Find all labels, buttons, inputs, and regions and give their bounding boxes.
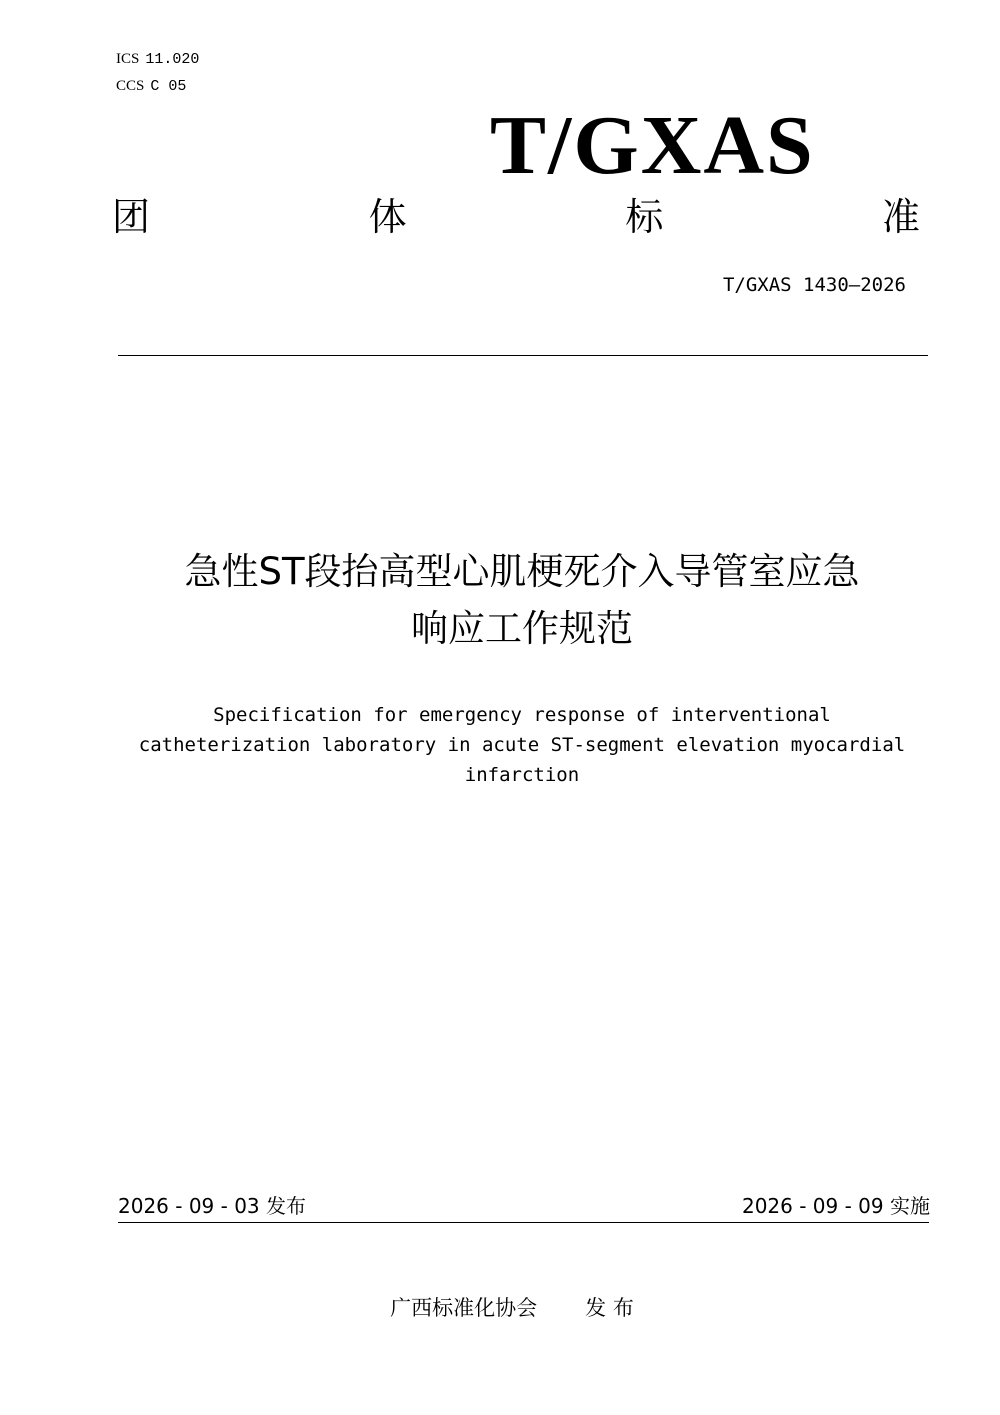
implementation-date: 2026 - 09 - 09 实施 xyxy=(741,1194,930,1218)
ics-code: 11.020 xyxy=(145,51,200,68)
english-title xyxy=(0,700,1000,790)
english-title-line-2: catheterization laboratory in acute ST-segment elevation myocardial xyxy=(138,734,906,756)
publisher-org: 广西标准化协会 xyxy=(390,1296,538,1320)
header-divider xyxy=(118,355,928,356)
category-char: 团 xyxy=(112,195,151,239)
english-title-line-3: infarction xyxy=(464,764,580,786)
ics-label: ICS xyxy=(116,51,140,67)
category-char: 准 xyxy=(881,195,920,239)
chinese-title-line-1: 急性ST段抬高型心肌梗死介入导管室应急 xyxy=(184,550,860,593)
category-char: 标 xyxy=(625,195,664,239)
publisher xyxy=(0,1292,1000,1322)
ccs-label: CCS xyxy=(116,78,145,94)
footer-divider xyxy=(118,1222,929,1223)
standard-brand: T/GXAS xyxy=(490,99,815,192)
ccs-code: C 05 xyxy=(150,78,187,95)
chinese-title xyxy=(0,543,1000,657)
category-char: 体 xyxy=(368,195,407,239)
english-title-line-1: Specification for emergency response of interventional xyxy=(213,704,831,726)
standard-number: T/GXAS 1430—2026 xyxy=(722,274,906,296)
publish-date: 2026 - 09 - 03 发布 xyxy=(118,1194,307,1218)
chinese-title-line-2: 响应工作规范 xyxy=(411,607,633,650)
standard-category xyxy=(112,194,920,240)
classification-codes xyxy=(116,46,199,100)
ccs-line xyxy=(116,73,199,100)
ics-line xyxy=(116,46,199,73)
publisher-action: 发 布 xyxy=(585,1296,634,1320)
